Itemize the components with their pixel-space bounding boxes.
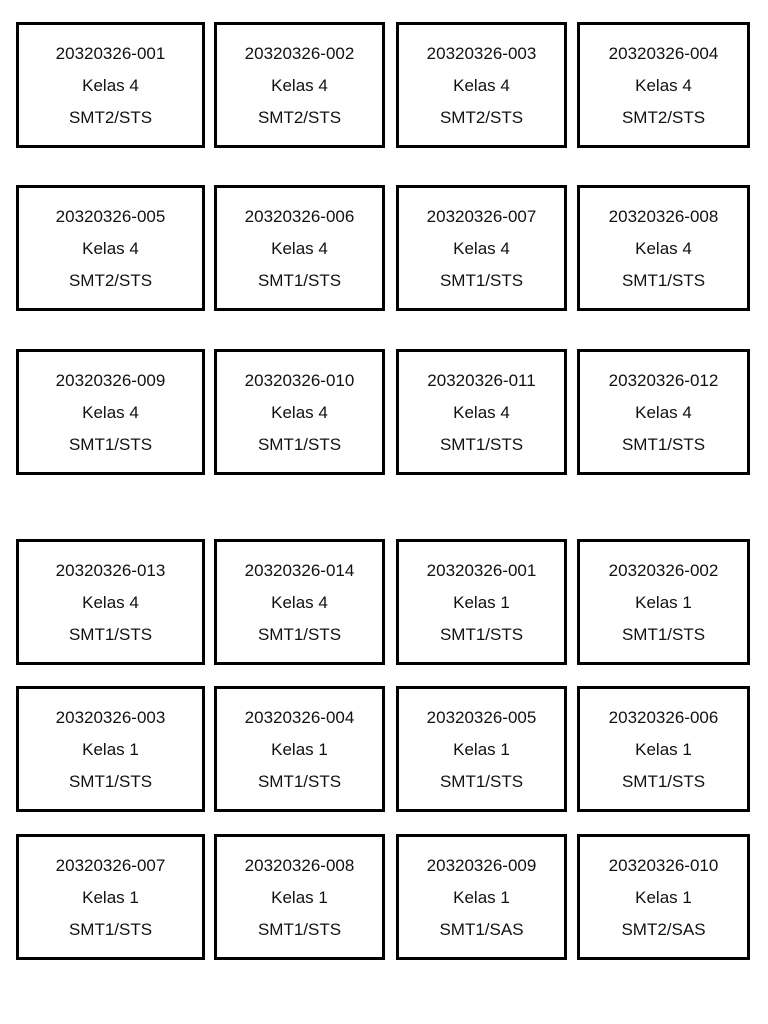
- label-code: 20320326-002: [608, 561, 719, 580]
- label-class: Kelas 1: [453, 740, 510, 759]
- label-term: SMT1/STS: [439, 772, 524, 791]
- label-term: SMT1/STS: [621, 772, 706, 791]
- label-code: 20320326-007: [55, 856, 166, 875]
- label-card: [577, 22, 750, 148]
- label-class: Kelas 4: [453, 403, 510, 422]
- label-card: [577, 349, 750, 475]
- label-class: Kelas 4: [635, 403, 692, 422]
- label-card: [214, 834, 385, 960]
- label-card: [396, 185, 567, 311]
- label-card: [214, 22, 385, 148]
- label-card: [577, 686, 750, 812]
- label-term: SMT1/STS: [257, 625, 342, 644]
- label-code: 20320326-014: [244, 561, 355, 580]
- label-class: Kelas 1: [635, 888, 692, 907]
- label-term: SMT1/STS: [68, 920, 153, 939]
- label-card: [16, 539, 205, 665]
- label-card: [16, 349, 205, 475]
- label-code: 20320326-001: [426, 561, 537, 580]
- label-term: SMT2/STS: [68, 108, 153, 127]
- label-code: 20320326-003: [55, 708, 166, 727]
- label-class: Kelas 4: [453, 239, 510, 258]
- label-term: SMT1/STS: [439, 435, 524, 454]
- label-class: Kelas 4: [82, 76, 139, 95]
- label-term: SMT1/STS: [68, 772, 153, 791]
- label-card: [16, 834, 205, 960]
- label-code: 20320326-004: [608, 44, 719, 63]
- label-term: SMT1/SAS: [439, 920, 524, 939]
- label-code: 20320326-002: [244, 44, 355, 63]
- label-term: SMT1/STS: [257, 435, 342, 454]
- label-class: Kelas 4: [82, 403, 139, 422]
- label-class: Kelas 4: [635, 76, 692, 95]
- label-class: Kelas 4: [82, 593, 139, 612]
- label-code: 20320326-009: [426, 856, 537, 875]
- label-code: 20320326-005: [426, 708, 537, 727]
- label-code: 20320326-010: [244, 371, 355, 390]
- label-class: Kelas 4: [271, 239, 328, 258]
- label-class: Kelas 4: [635, 239, 692, 258]
- label-card: [16, 185, 205, 311]
- label-term: SMT2/STS: [621, 108, 706, 127]
- label-class: Kelas 1: [271, 740, 328, 759]
- label-card: [577, 185, 750, 311]
- label-term: SMT1/STS: [621, 435, 706, 454]
- label-card: [214, 686, 385, 812]
- label-card: [396, 539, 567, 665]
- label-card: [396, 686, 567, 812]
- label-class: Kelas 1: [82, 888, 139, 907]
- label-term: SMT1/STS: [68, 435, 153, 454]
- label-code: 20320326-004: [244, 708, 355, 727]
- label-class: Kelas 1: [635, 593, 692, 612]
- label-card: [16, 22, 205, 148]
- label-card: [577, 834, 750, 960]
- label-term: SMT1/STS: [439, 271, 524, 290]
- label-card: [214, 185, 385, 311]
- label-term: SMT1/STS: [257, 920, 342, 939]
- label-term: SMT2/SAS: [621, 920, 706, 939]
- label-class: Kelas 1: [453, 888, 510, 907]
- label-card: [396, 834, 567, 960]
- label-term: SMT1/STS: [257, 271, 342, 290]
- label-code: 20320326-006: [244, 207, 355, 226]
- label-class: Kelas 1: [635, 740, 692, 759]
- label-code: 20320326-012: [608, 371, 719, 390]
- label-card: [214, 349, 385, 475]
- label-class: Kelas 4: [271, 403, 328, 422]
- label-card: [396, 22, 567, 148]
- label-code: 20320326-013: [55, 561, 166, 580]
- label-code: 20320326-003: [426, 44, 537, 63]
- label-code: 20320326-008: [608, 207, 719, 226]
- label-class: Kelas 4: [271, 593, 328, 612]
- label-term: SMT2/STS: [257, 108, 342, 127]
- label-term: SMT2/STS: [68, 271, 153, 290]
- label-class: Kelas 4: [82, 239, 139, 258]
- label-code: 20320326-011: [427, 371, 536, 390]
- label-code: 20320326-006: [608, 708, 719, 727]
- label-class: Kelas 1: [82, 740, 139, 759]
- label-term: SMT1/STS: [439, 625, 524, 644]
- label-class: Kelas 1: [453, 593, 510, 612]
- label-code: 20320326-010: [608, 856, 719, 875]
- label-term: SMT1/STS: [68, 625, 153, 644]
- label-term: SMT1/STS: [257, 772, 342, 791]
- label-code: 20320326-008: [244, 856, 355, 875]
- label-card: [214, 539, 385, 665]
- label-term: SMT1/STS: [621, 271, 706, 290]
- label-card: [577, 539, 750, 665]
- label-code: 20320326-007: [426, 207, 537, 226]
- label-code: 20320326-009: [55, 371, 166, 390]
- label-code: 20320326-005: [55, 207, 166, 226]
- label-code: 20320326-001: [55, 44, 166, 63]
- label-card: [396, 349, 567, 475]
- label-class: Kelas 4: [271, 76, 328, 95]
- label-class: Kelas 4: [453, 76, 510, 95]
- label-term: SMT2/STS: [439, 108, 524, 127]
- label-card: [16, 686, 205, 812]
- label-term: SMT1/STS: [621, 625, 706, 644]
- label-class: Kelas 1: [271, 888, 328, 907]
